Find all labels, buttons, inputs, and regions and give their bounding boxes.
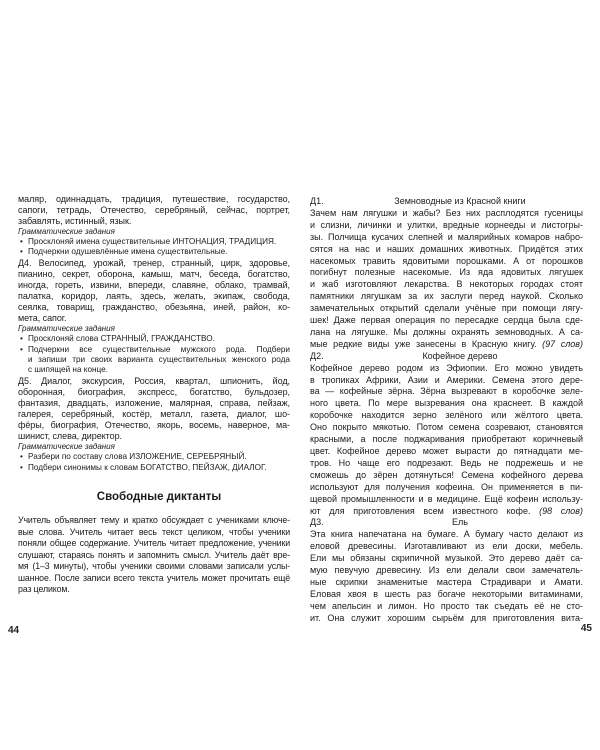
dictation-title: Кофейное дерево: [422, 350, 498, 361]
text-line: еловой древесины. Изготавливают из ели доски, мебель.: [310, 541, 583, 552]
dictation-d3: [310, 517, 583, 624]
task-text: Подбери синонимы к словам БОГАТСТВО, ПЕЙЗАЖ, ДИАЛОГ.: [28, 462, 267, 472]
task-line: [18, 345, 290, 355]
bullet-marker: •: [20, 334, 23, 344]
text-line: используют для получения кофеина. Он применяется в пи-: [310, 481, 583, 492]
text-line: [310, 339, 583, 351]
text-line: Эта книга напечатана на бумаге. А бумагу часто делают из: [310, 529, 583, 540]
text-line: вые слова. Учитель читает весь текст целиком, чтобы ученики: [18, 526, 290, 537]
text-line: Д4. Велосипед, урожай, тренер, странный, цирк, здоровье,: [18, 258, 290, 269]
text-line: Учитель объявляет тему и кратко обсуждает с учениками ключе-: [18, 515, 290, 526]
text-line: Д5. Диалог, экскурсия, Россия, квартал, шпионить, йод,: [18, 376, 290, 387]
task-item: [18, 345, 290, 376]
text-line: ные скрипки знаменитые мастера Страдивари и Амати.: [310, 576, 583, 587]
bullet-marker: •: [20, 237, 23, 247]
text-line: и слизни, личинки и улитки, вредные корнееды и листогры-: [310, 219, 583, 230]
text-line: фантазия, двадцать, изложение, малярная, справа, пейзаж,: [18, 398, 290, 409]
task-line: [18, 355, 290, 365]
dictation-header: [310, 351, 583, 363]
word-count: (98 слов): [539, 505, 583, 516]
section-heading: Свободные диктанты: [96, 490, 222, 503]
text-line: поняли общее содержание. Учитель читает предложение, ученики: [18, 538, 290, 549]
text-line: коробочке находится зерно зелёного или жёлтого цвета.: [310, 410, 583, 421]
right-page: [310, 196, 583, 625]
free-dictations-instructions: [18, 515, 290, 596]
text-line: сможешь до зёрен дотянуться! Семена кофейного дерева: [310, 469, 583, 480]
bullet-marker: •: [20, 344, 23, 354]
task-item: [18, 237, 290, 247]
tasks-heading: Грамматические задания: [18, 227, 115, 236]
word-list-block: [18, 194, 290, 258]
task-item: [18, 334, 290, 344]
text-line: погибнут полезные насекомые. Из яда ядовитых лягушек: [310, 267, 583, 278]
text-line: забавлять, истинный, язык.: [18, 216, 132, 226]
dictation-label: Д1.: [310, 196, 324, 206]
text-line: Зачем нам лягушки и жабы? Без них расплодятся гусеницы: [310, 207, 583, 218]
text-line: зы. Полчища кусачих слепней и малярийных комаров набро-: [310, 231, 583, 242]
tasks-heading: Грамматические задания: [18, 324, 115, 334]
tasks-heading: Грамматические задания: [18, 442, 115, 452]
dictation-d5: [18, 376, 290, 473]
text-line-content: мые редкие виды уже занесены в Красную книгу.: [310, 338, 537, 349]
task-line: [18, 334, 290, 344]
text-line: красными, а после поджаривания приобретают коричневый: [310, 434, 583, 445]
text-line: палатка, коридор, лаять, здесь, желать, экипаж, свобода,: [18, 291, 290, 302]
text-line: насекомых травить ядовитыми порошками. А от порошков: [310, 255, 583, 266]
text-line: тров. Но чаще его подрезают. Ведь не подрежешь и не: [310, 457, 583, 468]
dictation-d2: [310, 351, 583, 518]
text-line: маляр, одиннадцать, традиция, путешествие, государство,: [18, 194, 290, 204]
dictation-d4: [18, 258, 290, 375]
text-line: слушают, стараясь понять и запомнить смысл. Учитель даёт вре-: [18, 549, 290, 560]
task-item: [18, 452, 290, 462]
dictation-label: Д3.: [310, 517, 324, 528]
text-line: памятники лягушкам за их заслуги перед наукой. Сколько: [310, 291, 583, 302]
left-page: [18, 194, 290, 596]
text-line: ного цвета. По мере вызревания она краснеет. В каждой: [310, 398, 583, 409]
text-line: галерея, серебряный, костёр, металл, газета, диалог, шо-: [18, 409, 290, 420]
task-item: [18, 463, 290, 473]
text-line: в тропиках Африки, Азии и Америки. Семена этого дере-: [310, 374, 583, 385]
text-line: иногда, гореть, извини, впереди, славяне, облако, трамвай,: [18, 280, 290, 291]
task-text: и запиши три своих варианта существительных женского рода: [28, 354, 290, 364]
text-line: ит. Она служит хорошим сырьём для приготовления вита-: [310, 612, 583, 623]
task-line: [18, 237, 290, 247]
text-line: мую певучую древесину. Из ели делали свои замечатель-: [310, 565, 583, 576]
text-line: Еловая хвоя в шесть раз богаче некоторыми витаминами,: [310, 588, 583, 599]
text-line: и жаб изготовляют лекарства. В некоторых городах стоят: [310, 279, 583, 290]
text-line: шек! Даже первая операция по пересадке сердца была сде-: [310, 315, 583, 326]
text-line: сятся на нас и наших домашних животных. Придётся этих: [310, 243, 583, 254]
text-line: шанное. После записи всего текста учитель может прочитать ещё: [18, 572, 290, 583]
task-line: [18, 365, 290, 375]
bullet-marker: •: [20, 462, 23, 472]
dictation-header: [310, 196, 583, 208]
task-line: [18, 452, 290, 462]
page-number: 45: [580, 623, 592, 634]
text-line: мя (1–3 минуты), чтобы ученики своими словами записали услы-: [18, 561, 290, 572]
text-line: Кофейное дерево родом из Эфиопии. Его можно увидеть: [310, 362, 583, 373]
task-item: [18, 247, 290, 257]
text-line-content: ют для приготовления всем известного кофе.: [310, 505, 531, 516]
word-count: (97 слов): [542, 338, 583, 349]
dictation-header: [310, 517, 583, 529]
task-text: Просклоняй слова СТРАННЫЙ, ГРАЖДАНСТВО.: [28, 334, 215, 344]
text-line: цвет. Кофейное дерево может вырасти до пятнадцати ме-: [310, 446, 583, 456]
task-text: с шипящей на конце.: [28, 365, 108, 375]
dictation-label: Д2.: [310, 350, 324, 361]
text-line: мета, сапог.: [18, 313, 67, 324]
text-line: фёры, биография, Отечество, якорь, восемь, наверное, ма-: [18, 420, 290, 431]
text-line: раз целиком.: [18, 584, 70, 595]
text-line: Ели мы обязаны скрипичной музыкой. Это дерево даёт са-: [310, 553, 583, 564]
text-line: лана на лягушке. Мы должны охранять земноводных. А са-: [310, 326, 583, 337]
text-line: сеялка, товарищ, гражданство, обезьяна, иней, район, ко-: [18, 302, 290, 313]
text-line: чем апельсин и лимон. Но просто так съедать её не сто-: [310, 600, 583, 611]
text-line: ва — кофейные зёрна. Зёрна вызревают в коробочке зеле-: [310, 386, 583, 397]
text-line: пианино, секрет, оборона, камыш, матч, беседа, богатство,: [18, 269, 290, 280]
dictation-title: Земноводные из Красной книги: [394, 196, 526, 206]
text-line: оборонная, биография, экспресс, богатство, бульдозер,: [18, 387, 290, 398]
task-line: [18, 463, 290, 473]
task-text: Подчеркни все существительные мужского рода. Подбери: [28, 344, 290, 354]
text-line: Оно покрыто мякотью. Потом семена созревают, становятся: [310, 422, 583, 433]
task-line: [18, 247, 290, 257]
task-text: Просклоняй имена существительные ИНТОНАЦИЯ, ТРАДИЦИЯ.: [28, 237, 277, 247]
task-text: Разбери по составу слова ИЗЛОЖЕНИЕ, СЕРЕБРЯНЫЙ.: [28, 452, 247, 462]
text-line: замечательных открытий сделали учёные при помощи лягу-: [310, 303, 583, 314]
bullet-marker: •: [20, 452, 23, 462]
text-line: сапоги, тетрадь, Отечество, серебряный, сейчас, портрет,: [18, 205, 290, 215]
dictation-d1: [310, 196, 583, 351]
page-number: 44: [8, 625, 20, 636]
text-line: щевой промышленности и в медицине. Ещё кофеин использу-: [310, 493, 583, 504]
task-text: Подчеркни одушевлённые имена существительные.: [28, 247, 228, 257]
text-line: [310, 506, 583, 518]
dictation-title: Ель: [452, 517, 468, 528]
text-line: шинист, слева, директор.: [18, 431, 122, 442]
bullet-marker: •: [20, 247, 23, 257]
